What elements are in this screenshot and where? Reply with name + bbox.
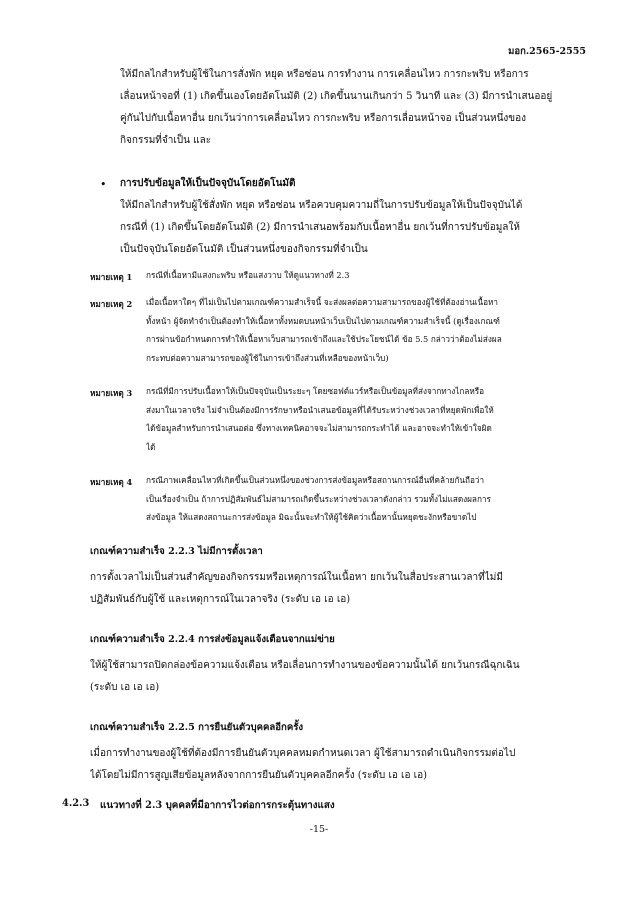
note-text [146, 266, 576, 285]
paragraph-line: กรณีที่ (1) เกิดขึ้นโดยอัตโนมัติ (2) มีการนำเสนอพร้อมกับเนื้อหาอื่น ยกเว้นที่การปรับข้อมูลให้ [120, 222, 520, 233]
paragraph-line: ปฏิสัมพันธ์กับผู้ใช้ และเหตุการณ์ในเวลาจริง (ระดับ เอ เอ เอ) [90, 594, 351, 605]
criterion-paragraph [90, 655, 590, 699]
note-line: ส่งมาในเวลาจริง ไม่จำเป็นต้องมีการรักษาหรือนำเสนอข้อมูลที่ได้รับระหว่างช่วงเวลาที่หยุดพักเพื่อให้ [146, 404, 494, 415]
paragraph-line: ให้มีกลไกสำหรับผู้ใช้ในการสั่งพัก หยุด หรือซ่อน การทำงาน การเคลื่อนไหว การกะพริบ หรือการ [120, 69, 529, 80]
section-number: 4.2.3 [62, 798, 90, 809]
paragraph-line: การตั้งเวลาไม่เป็นส่วนสำคัญของกิจกรรมหรือเหตุการณ์ในเนื้อหา ยกเว้นในสื่อประสานเวลาที่ไม่มี [90, 572, 503, 583]
criterion-heading: เกณฑ์ความสำเร็จ 2.2.5 การยืนยันตัวบุคคลอีกครั้ง [90, 722, 304, 733]
note-line: การผ่านข้อกำหนดการทำให้เนื้อหาเว็บสามารถเข้าถึงและใช้ประโยชน์ได้ ข้อ 5.5 กล่าวว่าต้องไม่ส่งผล [146, 334, 502, 344]
note-line: เมื่อเนื้อหาใดๆ ที่ไม่เป็นไปตามเกณฑ์ความสำเร็จนี้ จะส่งผลต่อความสามารถของผู้ใช้ที่ต้องอ่านเนื้อหา [146, 297, 499, 307]
note-line: ได้ [146, 441, 156, 452]
note-label: หมายเหตุ 1 [90, 272, 133, 282]
note-label: หมายเหตุ 2 [90, 299, 133, 309]
note-line: กรณีที่มีการปรับเนื้อหาให้เป็นปัจจุบันเป็นระยะๆ โดยซอฟต์แวร์หรือเป็นข้อมูลที่ส่งจากทางไกลหรือ [146, 386, 485, 396]
bullet-icon: • [100, 178, 107, 191]
bullet-paragraph [120, 195, 590, 261]
paragraph-line: เลื่อนหน้าจอที่ (1) เกิดขึ้นเองโดยอัตโนมัติ (2) เกิดขึ้นนานเกินกว่า 5 วินาที และ (3) มีการนำเสนออยู่ [120, 91, 553, 102]
criterion-heading: เกณฑ์ความสำเร็จ 2.2.4 การส่งข้อมูลแจ้งเตือนจากแม่ข่าย [90, 634, 335, 645]
criterion-paragraph [90, 567, 590, 611]
note-line: เป็นเรื่องจำเป็น ถ้าการปฏิสัมพันธ์ไม่สามารถเกิดขึ้นระหว่างช่วงเวลาดังกล่าว รวมทั้งไม่แสดงผลการ [146, 493, 491, 504]
paragraph-line: เป็นปัจจุบันโดยอัตโนมัติ เป็นส่วนหนึ่งของกิจกรรมที่จำเป็น [120, 244, 368, 255]
paragraph-line: คู่กันไปกับเนื้อหาอื่น ยกเว้นว่าการเคลื่อนไหว การกะพริบ หรือการเลื่อนหน้าจอ เป็นส่วนหนึ่งของ [120, 113, 527, 124]
paragraph-line: กิจกรรมที่จำเป็น และ [120, 135, 212, 146]
paragraph-line: ให้ผู้ใช้สามารถปิดกล่องข้อความแจ้งเตือน หรือเลื่อนการทำงานของข้อความนั้นได้ ยกเว้นกรณีฉุกเฉิน [90, 660, 520, 671]
note-label: หมายเหตุ 4 [90, 477, 133, 487]
note-text [146, 471, 576, 527]
note-line: ได้ข้อมูลสำหรับการนำเสนอต่อ ซึ่งทางเทคนิคอาจจะไม่สามารถกระทำได้ และอาจจะทำให้เข้าใจผิด [146, 423, 492, 433]
page-number: -15- [309, 824, 329, 835]
note-text [146, 293, 576, 367]
note-line: กรณีภาพเคลื่อนไหวที่เกิดขึ้นเป็นส่วนหนึ่งของช่วงการส่งข้อมูลหรือสถานการณ์อื่นที่คล้ายกันถือว่า [146, 475, 485, 485]
intro-paragraph [120, 64, 590, 152]
document-code: มอก.2565-2555 [508, 46, 586, 57]
note-line: กรณีที่เนื้อหามีแสงกะพริบ หรือแสงวาบ ให้ดูแนวทางที่ 2.3 [146, 270, 350, 280]
bullet-title: การปรับข้อมูลให้เป็นปัจจุบันโดยอัตโนมัติ [120, 178, 296, 189]
criterion-paragraph [90, 743, 590, 787]
criterion-heading: เกณฑ์ความสำเร็จ 2.2.3 ไม่มีการตั้งเวลา [90, 546, 263, 557]
note-line: ทั้งหน้า ผู้จัดทำจำเป็นต้องทำให้เนื้อหาทั้งหมดบนหน้าเว็บเป็นไปตามเกณฑ์ความสำเร็จนี้ (ดูเรื่องเกณฑ์ [146, 315, 500, 326]
note-line: ส่งข้อมูล ให้แสดงสถานะการส่งข้อมูล มิฉะนั้นจะทำให้ผู้ใช้คิดว่าเนื้อหานั้นหยุดชะงักหรือขาดไป [146, 512, 477, 522]
section-title: แนวทางที่ 2.3 บุคคลที่มีอาการไวต่อการกระตุ้นทางแสง [100, 800, 335, 811]
paragraph-line: เมื่อการทำงานของผู้ใช้ที่ต้องมีการยืนยันตัวบุคคลหมดกำหนดเวลา ผู้ใช้สามารถดำเนินกิจกรรมต่อไป [90, 748, 516, 759]
paragraph-line: (ระดับ เอ เอ เอ) [90, 682, 160, 693]
paragraph-line: ให้มีกลไกสำหรับผู้ใช้สั่งพัก หยุด หรือซ่อน หรือควบคุมความถี่ในการปรับข้อมูลให้เป็นปัจจุบันได้ [120, 200, 523, 211]
note-text [146, 382, 576, 456]
paragraph-line: ได้โดยไม่มีการสูญเสียข้อมูลหลังจากการยืนยันตัวบุคคลอีกครั้ง (ระดับ เอ เอ เอ) [90, 770, 427, 781]
note-line: กระทบต่อความสามารถของผู้ใช้ในการเข้าถึงส่วนที่เหลือของหน้าเว็บ) [146, 352, 389, 363]
note-label: หมายเหตุ 3 [90, 388, 133, 398]
